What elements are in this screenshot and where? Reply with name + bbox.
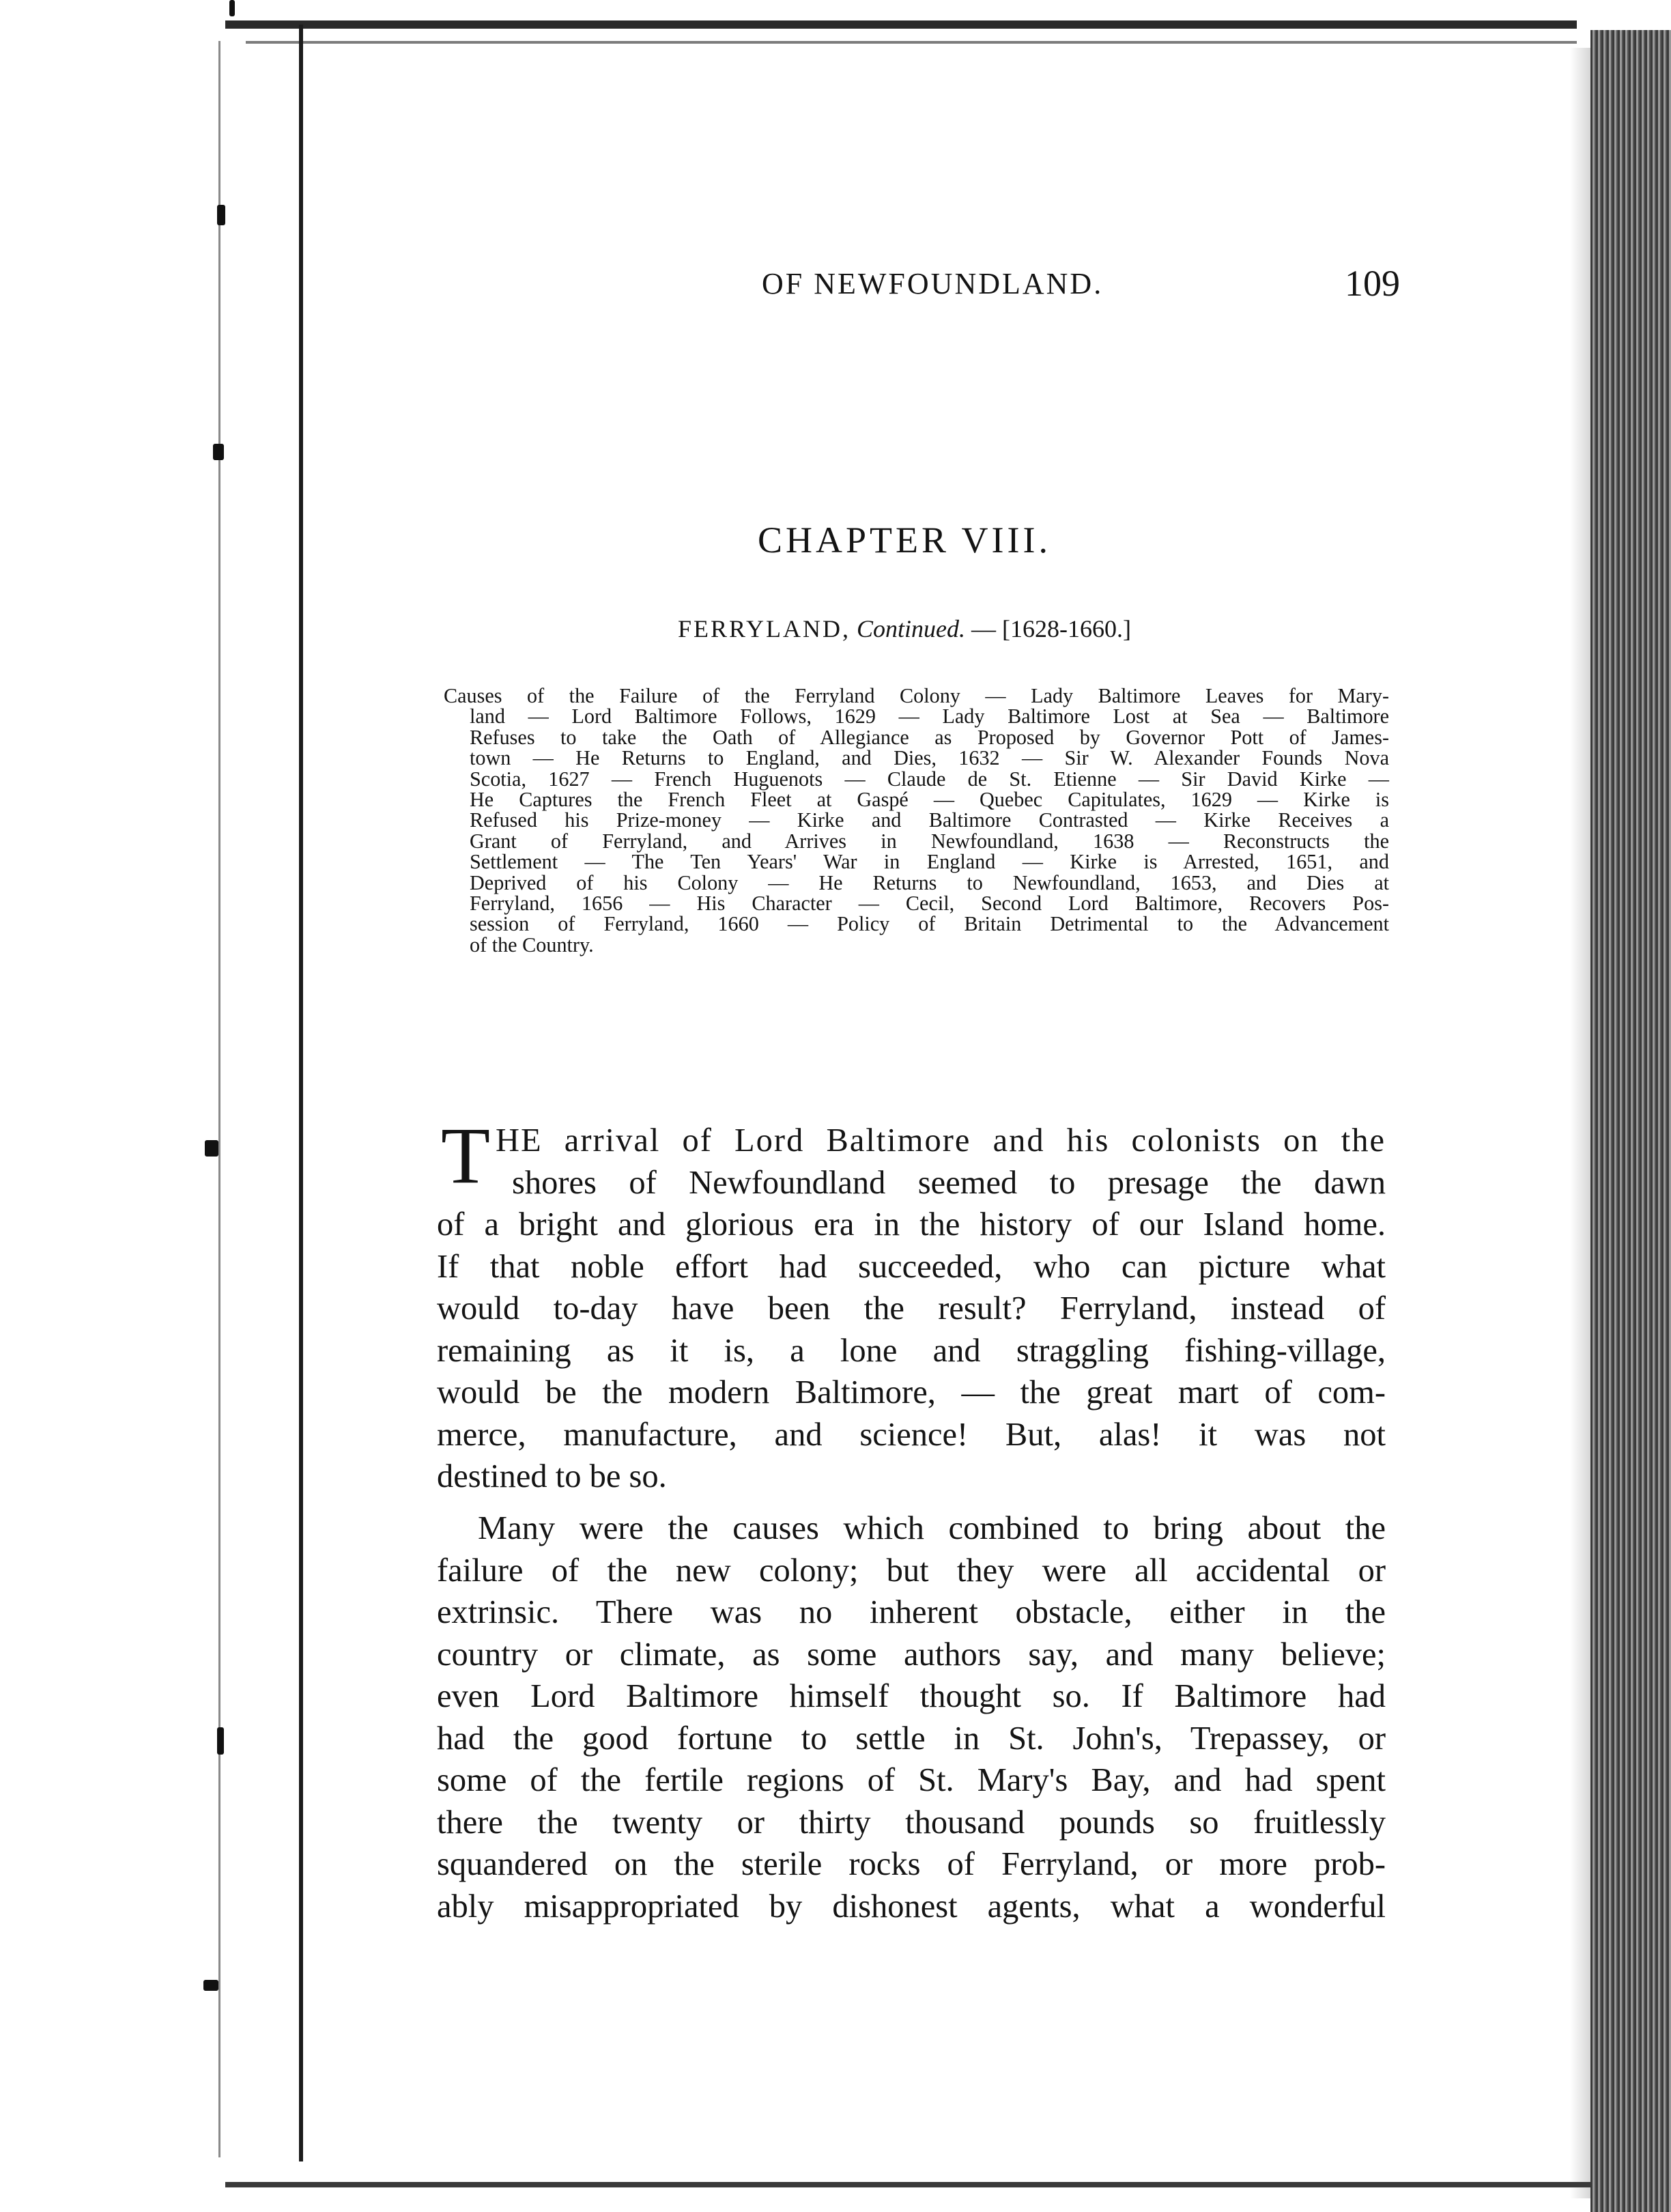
paragraph-line: HE arrival of Lord Baltimore and his colonists on the — [496, 1122, 1386, 1159]
gutter-line — [299, 25, 303, 2161]
synopsis-line: Refused his Prize-money — Kirke and Baltimore Contrasted — Kirke Receives a — [470, 808, 1389, 832]
scan-speck — [205, 1140, 218, 1157]
scan-speck — [229, 0, 235, 16]
subtitle-dates: — [1628-1660.] — [971, 615, 1131, 642]
scan-speck — [217, 205, 225, 225]
synopsis-line: of the Country. — [470, 933, 594, 956]
paragraph-line: failure of the new colony; but they were all accidental or — [437, 1552, 1386, 1589]
synopsis-line: Refuses to take the Oath of Allegiance as Proposed by Governor Pott of James- — [470, 725, 1389, 749]
synopsis-line: Grant of Ferryland, and Arrives in Newfoundland, 1638 — Reconstructs the — [470, 829, 1389, 853]
page-top-edge — [225, 20, 1577, 29]
paragraph-2 — [437, 1507, 1386, 1927]
chapter-title: CHAPTER VIII. — [757, 520, 1051, 561]
synopsis-line: session of Ferryland, 1660 — Policy of Britain Detrimental to the Advancement — [470, 912, 1389, 936]
paragraph-line: would be the modern Baltimore, — the great mart of com- — [437, 1374, 1386, 1410]
page-bottom-edge — [225, 2182, 1590, 2187]
synopsis-line: Scotia, 1627 — French Huguenots — Claude de St. Etienne — Sir David Kirke — — [470, 767, 1389, 791]
paragraph-line: had the good fortune to settle in St. John's, Trepassey, or — [437, 1720, 1386, 1757]
synopsis-line: He Captures the French Fleet at Gaspé — Quebec Capitulates, 1629 — Kirke is — [470, 787, 1389, 811]
chapter-subtitle — [430, 614, 1379, 643]
paragraph-line: some of the fertile regions of St. Mary's Bay, and had spent — [437, 1762, 1386, 1798]
paragraph-line: remaining as it is, a lone and straggling fishing-village, — [437, 1332, 1386, 1369]
paragraph-line: destined to be so. — [437, 1458, 667, 1494]
synopsis-line: Ferryland, 1656 — His Character — Cecil, Second Lord Baltimore, Recovers Pos- — [470, 891, 1389, 915]
chapter-synopsis — [444, 685, 1389, 955]
synopsis-line: Settlement — The Ten Years' War in England — Kirke is Arrested, 1651, and — [470, 850, 1389, 874]
paragraph-1 — [437, 1120, 1386, 1498]
scan-speck — [203, 1980, 218, 1991]
page-top-edge-shadow — [246, 41, 1577, 44]
synopsis-line: Causes of the Failure of the Ferryland Colony — Lady Baltimore Leaves for Mary- — [444, 684, 1389, 707]
synopsis-line: land — Lord Baltimore Follows, 1629 — Lady Baltimore Lost at Sea — Baltimore — [470, 705, 1389, 728]
paragraph-line: Many were the causes which combined to bring about the — [478, 1510, 1386, 1546]
paragraph-line: extrinsic. There was no inherent obstacle, either in the — [437, 1594, 1386, 1630]
synopsis-line: Deprived of his Colony — He Returns to Newfoundland, 1653, and Dies at — [470, 870, 1389, 894]
paragraph-line: ably misappropriated by dishonest agents, what a wonderful — [437, 1888, 1386, 1925]
scan-speck — [217, 1727, 224, 1755]
subtitle-place: FERRYLAND, — [678, 615, 851, 642]
synopsis-line: town — He Returns to England, and Dies, 1632 — Sir W. Alexander Founds Nova — [470, 746, 1389, 770]
page-right-shadow — [1570, 48, 1590, 2198]
paragraph-line: If that noble effort had succeeded, who can picture what — [437, 1248, 1386, 1285]
paragraph-line: country or climate, as some authors say, and many believe; — [437, 1636, 1386, 1673]
book-fore-edge — [1590, 30, 1671, 2212]
paragraph-line: shores of Newfoundland seemed to presage the dawn — [512, 1164, 1386, 1201]
running-head: OF NEWFOUNDLAND. — [762, 267, 1104, 300]
scan-speck — [213, 444, 224, 460]
page-number: 109 — [1345, 263, 1400, 304]
paragraph-line: squandered on the sterile rocks of Ferryland, or more prob- — [437, 1846, 1386, 1882]
drop-cap: T — [441, 1111, 491, 1200]
paragraph-line: even Lord Baltimore himself thought so. If Baltimore had — [437, 1678, 1386, 1714]
paragraph-line: there the twenty or thirty thousand pounds so fruitlessly — [437, 1804, 1386, 1841]
paragraph-line: of a bright and glorious era in the history of our Island home. — [437, 1206, 1386, 1243]
gutter-shadow — [218, 41, 220, 2157]
paragraph-line: merce, manufacture, and science! But, alas! it was not — [437, 1416, 1386, 1453]
paragraph-line: would to-day have been the result? Ferryland, instead of — [437, 1290, 1386, 1327]
subtitle-continued: Continued. — [857, 615, 966, 642]
